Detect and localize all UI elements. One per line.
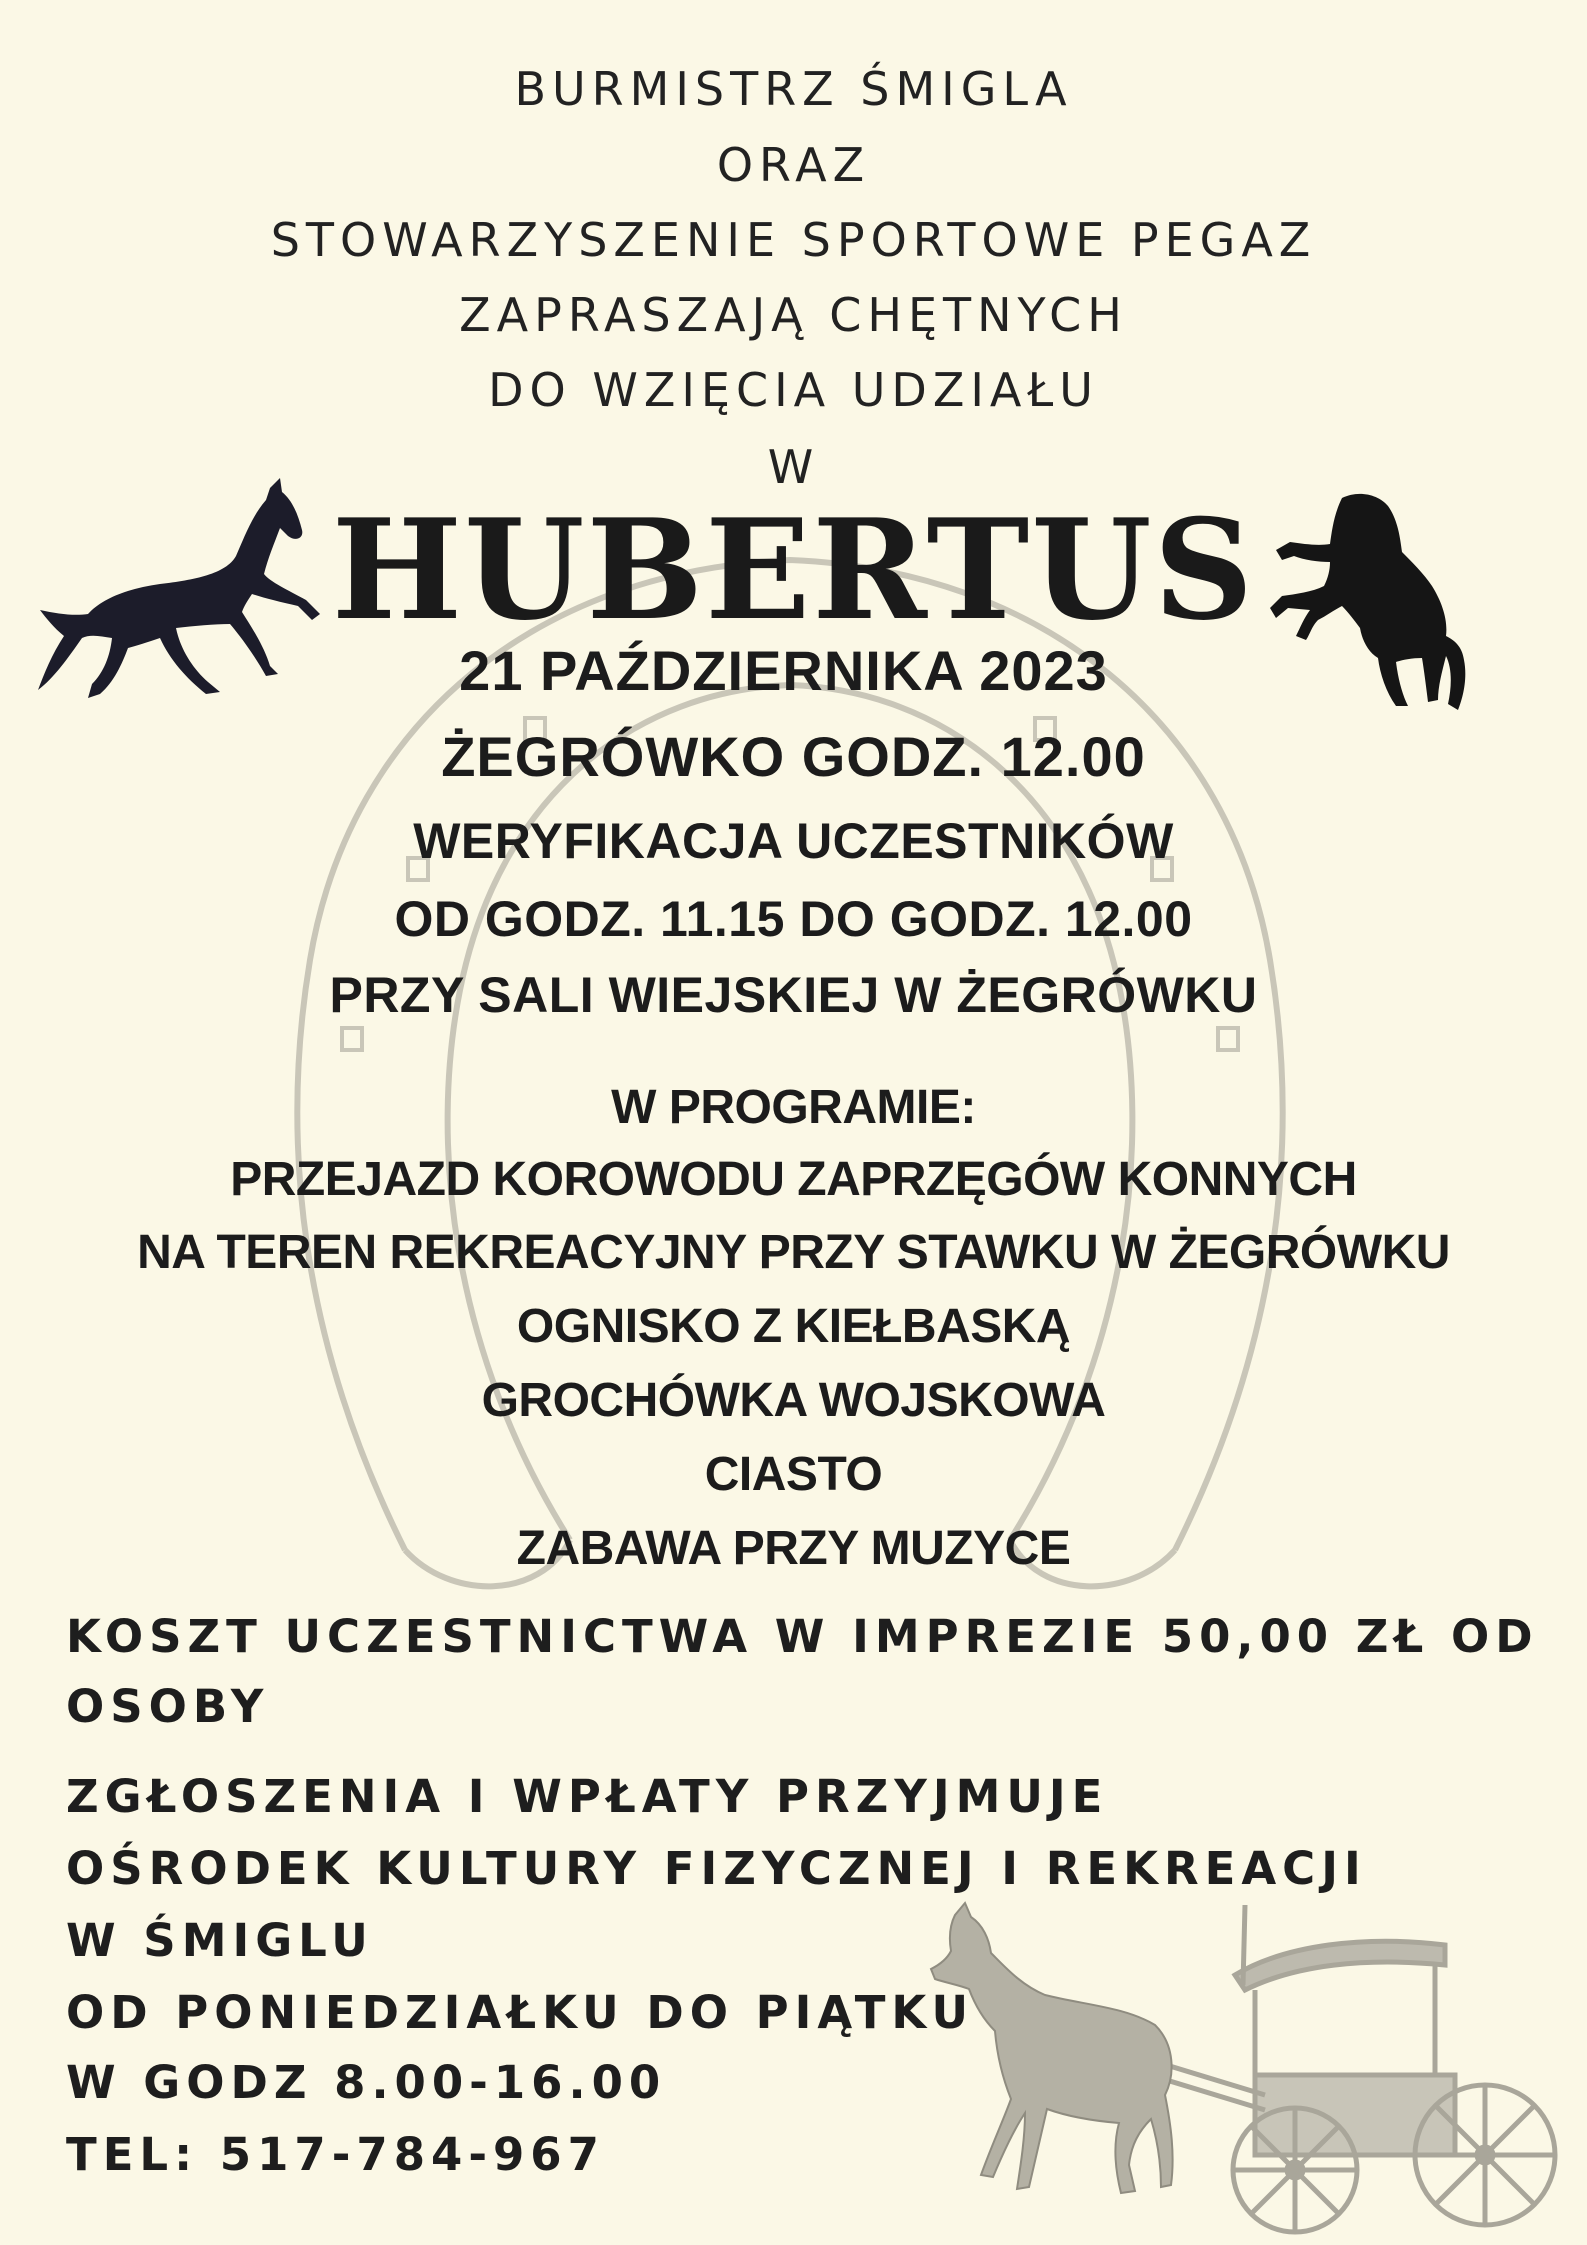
registration-line-1: ZGŁOSZENIA I WPŁATY PRZYJMUJE bbox=[66, 1770, 1109, 1823]
registration-line-5: W GODZ 8.00-16.00 bbox=[66, 2056, 667, 2109]
cost-line-1: KOSZT UCZESTNICTWA W IMPREZIE 50,00 ZŁ OD bbox=[66, 1610, 1539, 1663]
registration-line-3: W ŚMIGLU bbox=[66, 1914, 374, 1967]
program-item: GROCHÓWKA WOJSKOWA bbox=[481, 1374, 1106, 1427]
program-item: ZABAWA PRZY MUZYCE bbox=[516, 1522, 1071, 1575]
registration-phone: TEL: 517-784-967 bbox=[66, 2128, 605, 2181]
verification-line-1: WERYFIKACJA UCZESTNIKÓW bbox=[413, 813, 1174, 869]
header-line-4: ZAPRASZAJĄ CHĘTNYCH bbox=[459, 288, 1128, 342]
program-heading: W PROGRAMIE: bbox=[611, 1081, 976, 1134]
header-line-5: DO WZIĘCIA UDZIAŁU bbox=[488, 363, 1099, 417]
cost-line-2: OSOBY bbox=[66, 1680, 270, 1733]
program-item: CIASTO bbox=[704, 1448, 883, 1501]
event-title: HUBERTUS bbox=[331, 488, 1256, 651]
header-line-3: STOWARZYSZENIE SPORTOWE PEGAZ bbox=[270, 213, 1317, 267]
event-place-time: ŻEGRÓWKO GODZ. 12.00 bbox=[441, 725, 1146, 788]
header-line-1: BURMISTRZ ŚMIGLA bbox=[514, 62, 1073, 116]
program-item: NA TEREN REKREACYJNY PRZY STAWKU W ŻEGRÓWKU bbox=[137, 1226, 1450, 1279]
verification-line-3: PRZY SALI WIEJSKIEJ W ŻEGRÓWKU bbox=[329, 967, 1258, 1023]
program-item: OGNISKO Z KIEŁBASKĄ bbox=[516, 1300, 1071, 1353]
header-line-6: W bbox=[767, 440, 820, 494]
program-item: PRZEJAZD KOROWODU ZAPRZĘGÓW KONNYCH bbox=[230, 1153, 1357, 1206]
registration-line-2: OŚRODEK KULTURY FIZYCZNEJ I REKREACJI bbox=[66, 1842, 1367, 1895]
verification-line-2: OD GODZ. 11.15 DO GODZ. 12.00 bbox=[394, 891, 1193, 947]
registration-line-4: OD PONIEDZIAŁKU DO PIĄTKU bbox=[66, 1986, 975, 2039]
horse-carriage-icon bbox=[925, 1895, 1565, 2240]
header-line-2: ORAZ bbox=[716, 138, 871, 192]
event-date: 21 PAŹDZIERNIKA 2023 bbox=[459, 639, 1108, 702]
